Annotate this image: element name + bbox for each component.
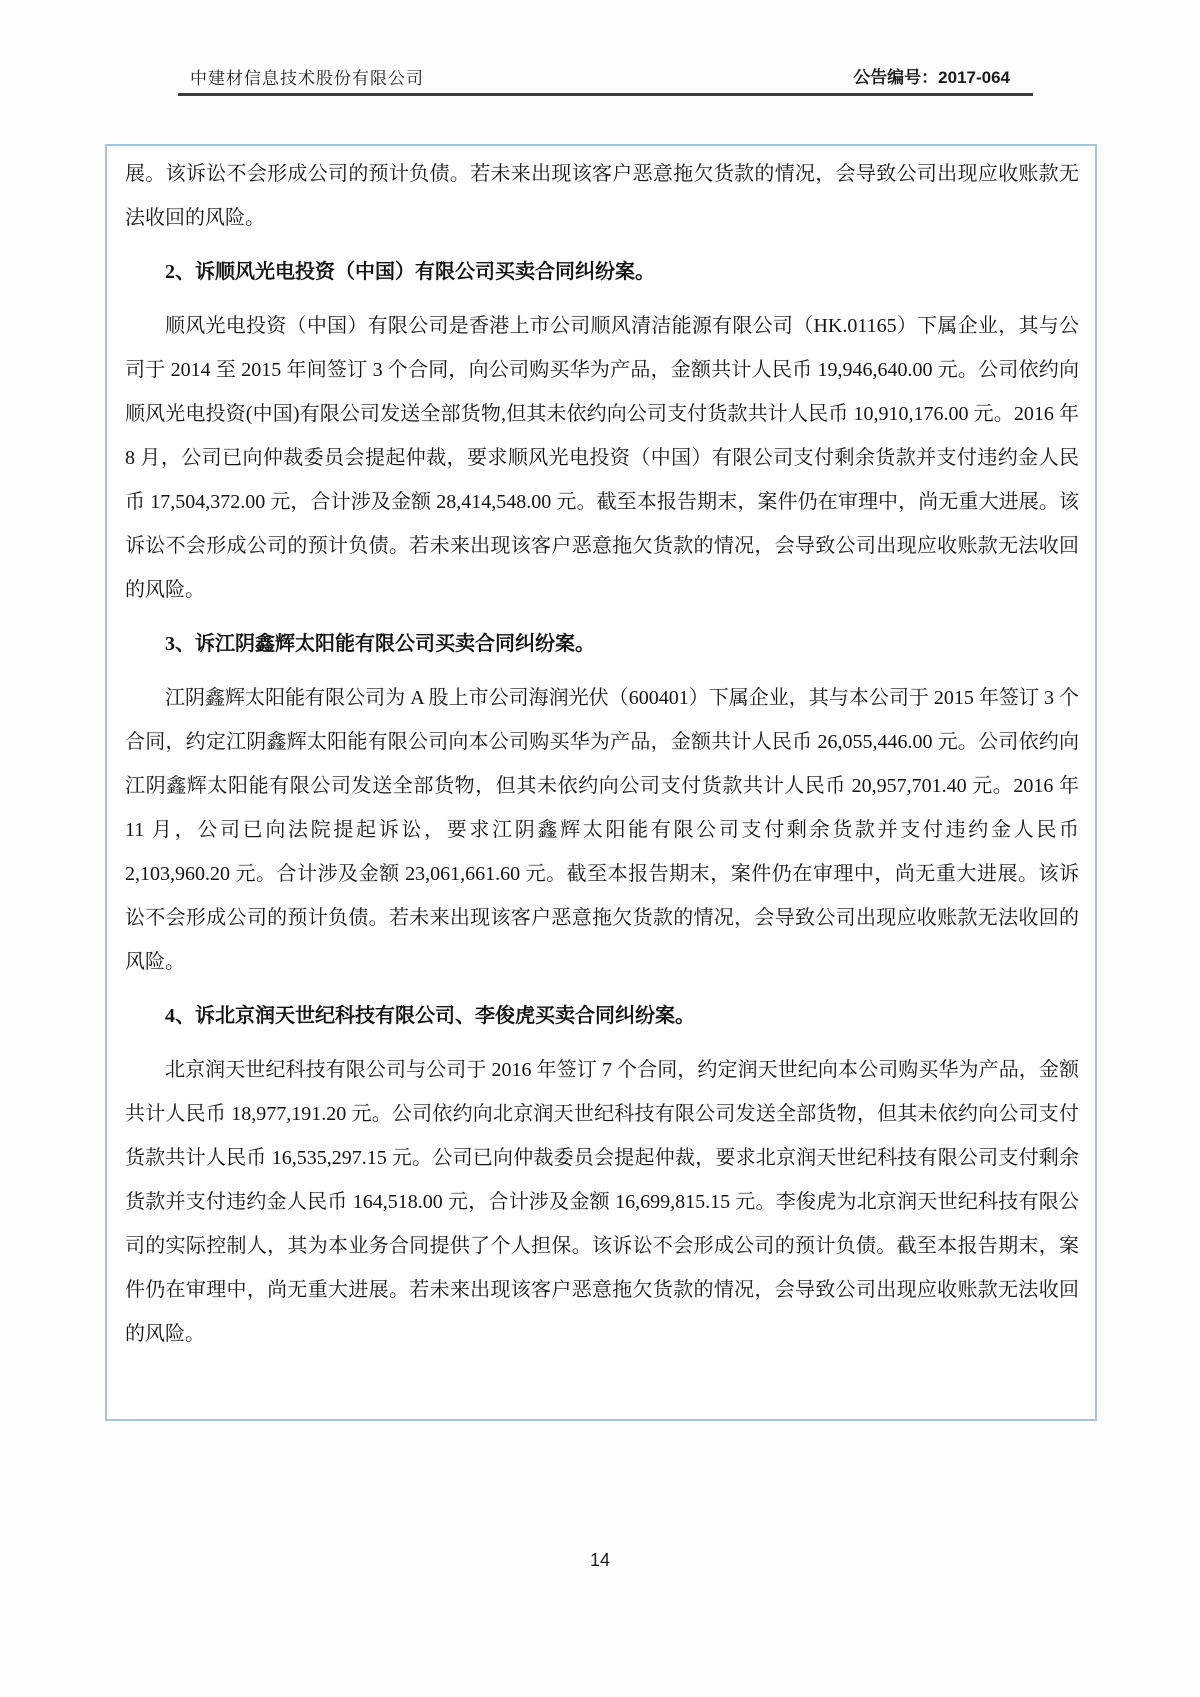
case-3-heading: 3、诉江阴鑫辉太阳能有限公司买卖合同纠纷案。	[165, 633, 595, 655]
case-3-paragraph: 江阴鑫辉太阳能有限公司为 A 股上市公司海润光伏（600401）下属企业，其与本公司于 2015 年签订 3 个合同，约定江阴鑫辉太阳能有限公司向本公司购买华为产品，金额共计人民币 26,055,446.00 元。公司依约向江阴鑫辉太阳能有限公司发送全部货物，但其未依约向公司支付货款共计人民币 20,957,701.40 元。2016 年 11 月，公司已向法院提起诉讼，要求江阴鑫辉太阳能有限公司支付剩余货款并支付违约金人民币 2,103,960.20 元。合计涉及金额 23,061,661.60 元。截至本报告期末，案件仍在审理中，尚无重大进展。该诉讼不会形成公司的预计负债。若未来出现该客户恶意拖欠货款的情况，会导致公司出现应收账款无法收回的风险。	[125, 687, 1079, 973]
announcement-number-label: 公告编号：	[853, 68, 939, 87]
case-2-heading: 2、诉顺风光电投资（中国）有限公司买卖合同纠纷案。	[165, 261, 655, 283]
case-4-paragraph: 北京润天世纪科技有限公司与公司于 2016 年签订 7 个合同，约定润天世纪向本公司购买华为产品，金额共计人民币 18,977,191.20 元。公司依约向北京润天世纪科技有限公司发送全部货物，但其未依约向公司支付货款共计人民币 16,535,297.15 元。公司已向仲裁委员会提起仲裁，要求北京润天世纪科技有限公司支付剩余货款并支付违约金人民币 164,518.00 元，合计涉及金额 16,699,815.15 元。李俊虎为北京润天世纪科技有限公司的实际控制人，其为本业务合同提供了个人担保。该诉讼不会形成公司的预计负债。截至本报告期末，案件仍在审理中，尚无重大进展。若未来出现该客户恶意拖欠货款的情况，会导致公司出现应收账款无法收回的风险。	[125, 1059, 1079, 1345]
case-2-paragraph: 顺风光电投资（中国）有限公司是香港上市公司顺风清洁能源有限公司（HK.01165）下属企业，其与公司于 2014 至 2015 年间签订 3 个合同，向公司购买华为产品，金额共计人民币 19,946,640.00 元。公司依约向顺风光电投资(中国)有限公司发送全部货物,但其未依约向公司支付货款共计人民币 10,910,176.00 元。2016 年 8 月，公司已向仲裁委员会提起仲裁，要求顺风光电投资（中国）有限公司支付剩余货款并支付违约金人民币 17,504,372.00 元，合计涉及金额 28,414,548.00 元。截至本报告期末，案件仍在审理中，尚无重大进展。该诉讼不会形成公司的预计负债。若未来出现该客户恶意拖欠货款的情况，会导致公司出现应收账款无法收回的风险。	[125, 315, 1079, 601]
document-content-box	[105, 144, 1097, 1421]
header-announcement	[853, 63, 1010, 88]
case-1-continuation-paragraph: 展。该诉讼不会形成公司的预计负债。若未来出现该客户恶意拖欠货款的情况，会导致公司出现应收账款无法收回的风险。	[125, 163, 1079, 229]
header-company-name: 中建材信息技术股份有限公司	[190, 69, 424, 88]
header-divider-rule	[178, 93, 1033, 96]
page-number: 14	[589, 1550, 611, 1570]
announcement-number-value: 2017-064	[938, 68, 1010, 87]
case-4-heading: 4、诉北京润天世纪科技有限公司、李俊虎买卖合同纠纷案。	[165, 1005, 695, 1027]
